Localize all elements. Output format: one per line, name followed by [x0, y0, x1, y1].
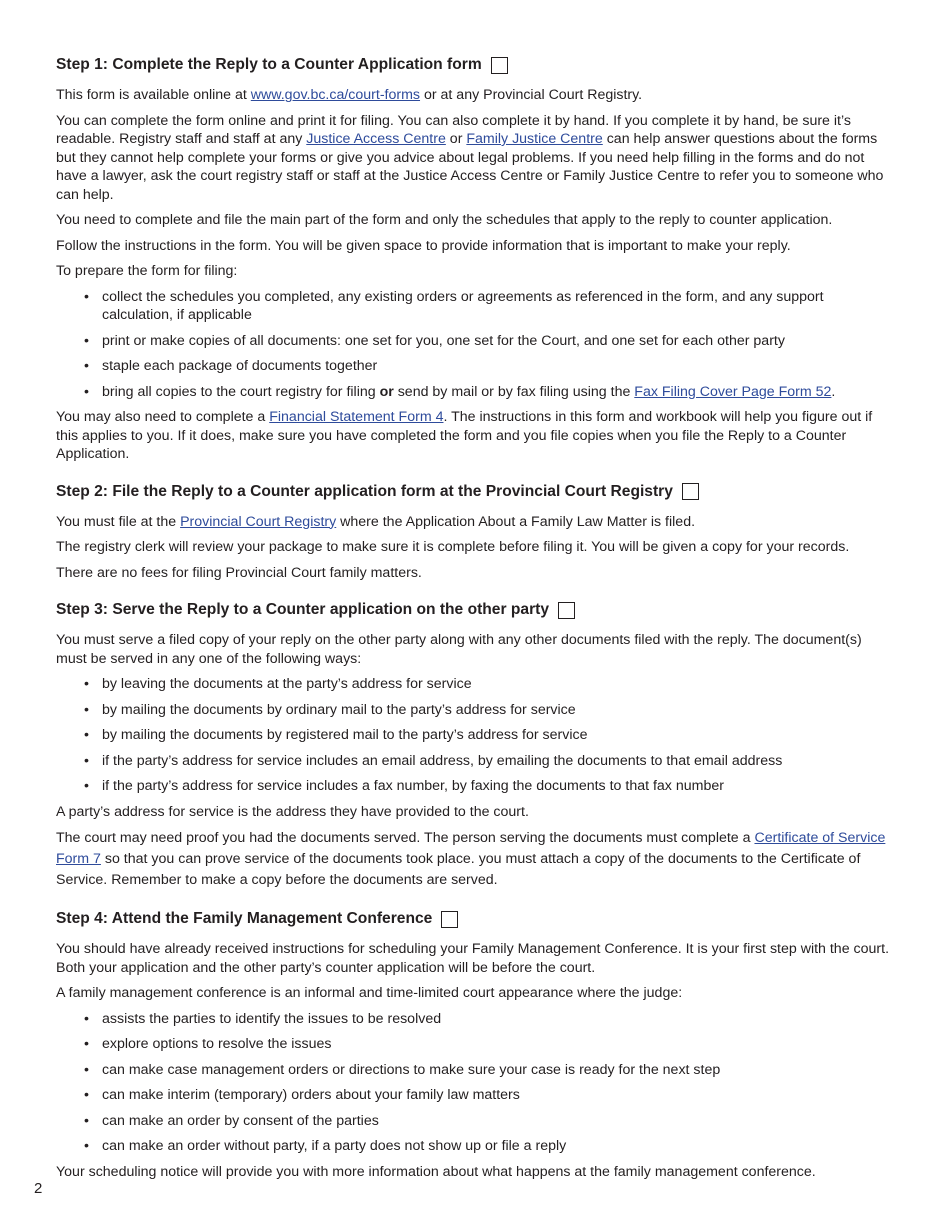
step-3-paragraph-3 — [56, 828, 896, 891]
step-1-paragraph-5: To prepare the form for filing: — [56, 263, 238, 279]
step-2-section — [56, 481, 896, 583]
list-item: • explore options to resolve the issues — [56, 1035, 896, 1054]
text: You can complete the form online and print it for filing. You can also complete it by hand. If you complete it by hand, be sure it’s readable. Registry staff and staff at any — [56, 112, 851, 147]
list-item: • can make an order by consent of the parties — [56, 1112, 896, 1131]
step-1-paragraph-4: Follow the instructions in the form. You will be given space to provide information that is important to make your reply. — [56, 237, 791, 254]
family-justice-centre-link[interactable]: Family Justice Centre — [466, 131, 603, 147]
step-4-checkbox[interactable] — [441, 911, 458, 928]
list-item — [56, 383, 896, 402]
list-item: • can make interim (temporary) orders about your family law matters — [56, 1086, 896, 1105]
step-3-heading-text: Step 3: Serve the Reply to a Counter application on the other party — [56, 601, 550, 618]
step-1-paragraph-6 — [56, 408, 896, 464]
page-content — [56, 54, 896, 1188]
step-1-checkbox[interactable] — [491, 57, 508, 74]
step-4-paragraph-1: You should have already received instructions for scheduling your Family Management Conference. It is your first step with the court. Both your application and the other party’s counter application will be before the court. — [56, 941, 890, 976]
text: send by mail or by fax filing using the — [393, 383, 635, 400]
text: The court may need proof you had the documents served. The person serving the documents must complete a — [56, 830, 755, 846]
court-forms-link[interactable]: www.gov.bc.ca/court-forms — [250, 87, 421, 103]
step-4-paragraph-3: Your scheduling notice will provide you with more information about what happens at the family management conference. — [56, 1163, 816, 1180]
step-1-section — [56, 54, 896, 464]
step-1-heading-text: Step 1: Complete the Reply to a Counter Application form — [56, 56, 482, 73]
step-2-checkbox[interactable] — [682, 483, 699, 500]
list-item: • if the party’s address for service includes a fax number, by faxing the documents to that fax number — [56, 777, 896, 796]
justice-access-centre-link[interactable]: Justice Access Centre — [306, 131, 446, 147]
step-4-heading — [56, 908, 896, 930]
step-1-list — [56, 288, 896, 402]
step-1-paragraph-3: You need to complete and file the main part of the form and only the schedules that apply to the reply to counter application. — [56, 212, 833, 228]
step-2-heading — [56, 481, 896, 503]
page-number: 2 — [34, 1180, 43, 1197]
text: or at any Provincial Court Registry. — [420, 87, 643, 103]
step-3-list — [56, 675, 896, 796]
list-item: • assists the parties to identify the issues to be resolved — [56, 1010, 896, 1029]
text: bring all copies to the court registry for filing — [102, 383, 380, 400]
step-1-heading — [56, 54, 896, 76]
step-2-heading-text: Step 2: File the Reply to a Counter application form at the Provincial Court Registry — [56, 482, 673, 500]
text: This form is available online at — [56, 87, 251, 103]
step-3-checkbox[interactable] — [558, 602, 575, 619]
list-item: • collect the schedules you completed, any existing orders or agreements as referenced in the form, and any support calculation, if applicable — [56, 288, 896, 325]
step-4-section — [56, 908, 896, 1181]
list-item: • by leaving the documents at the party’s address for service — [56, 675, 896, 694]
text: You may also need to complete a — [56, 409, 270, 425]
bold-text: or — [379, 383, 394, 400]
list-item: • can make case management orders or directions to make sure your case is ready for the next step — [56, 1061, 896, 1080]
certificate-of-service-link[interactable]: Certificate of Service Form 7 — [56, 830, 886, 867]
step-4-paragraph-2: A family management conference is an informal and time-limited court appearance where the judge: — [56, 985, 683, 1001]
text: where the Application About a Family Law Matter is filed. — [336, 513, 696, 530]
list-item: • by mailing the documents by registered mail to the party’s address for service — [56, 726, 896, 745]
step-1-paragraph-1 — [56, 86, 896, 105]
fax-filing-cover-page-link[interactable]: Fax Filing Cover Page Form 52 — [634, 383, 832, 400]
financial-statement-link[interactable]: Financial Statement Form 4 — [269, 409, 444, 425]
text: or — [445, 131, 467, 147]
step-3-section — [56, 599, 896, 891]
step-2-paragraph-3: There are no fees for filing Provincial Court family matters. — [56, 564, 422, 581]
text: so that you can prove service of the documents took place. you must attach a copy of the documents to the Certificate of Service. Remember to make a copy before the documents are served. — [56, 851, 861, 888]
step-2-paragraph-1 — [56, 513, 896, 532]
step-3-paragraph-1: You must serve a filed copy of your reply on the other party along with any other documents filed with the reply. The document(s) must be served in any one of the following ways: — [56, 632, 862, 667]
text: You must file at the — [56, 513, 181, 530]
step-2-paragraph-2: The registry clerk will review your package to make sure it is complete before filing it. You will be given a copy for your records. — [56, 539, 850, 555]
list-item: • print or make copies of all documents: one set for you, one set for the Court, and one set for each other party — [56, 332, 896, 351]
text: . The instructions in this form and workbook will help you figure out if this applies to you. If it does, make sure you have completed the form and you file copies when you file the Reply to a Counter Application. — [56, 409, 873, 462]
list-item: • by mailing the documents by ordinary mail to the party’s address for service — [56, 701, 896, 720]
text: can help answer questions about the forms but they cannot help complete your forms or give you advice about legal problems. If you need help filling in the forms and do not have a lawyer, ask the court registry staff or staff at the Justice Access Centre or Family Justice Centre to refer you to someone who can help. — [56, 131, 884, 203]
step-3-heading — [56, 599, 896, 621]
list-item: • staple each package of documents together — [56, 357, 896, 376]
step-1-paragraph-2 — [56, 112, 896, 205]
provincial-court-registry-link[interactable]: Provincial Court Registry — [180, 513, 337, 530]
list-item: • can make an order without party, if a party does not show up or file a reply — [56, 1137, 896, 1156]
text: . — [831, 383, 836, 400]
list-item: • if the party’s address for service includes an email address, by emailing the documents to that email address — [56, 752, 896, 771]
step-3-paragraph-2: A party’s address for service is the address they have provided to the court. — [56, 803, 529, 820]
step-4-heading-text: Step 4: Attend the Family Management Conference — [56, 910, 433, 927]
step-4-list — [56, 1010, 896, 1156]
